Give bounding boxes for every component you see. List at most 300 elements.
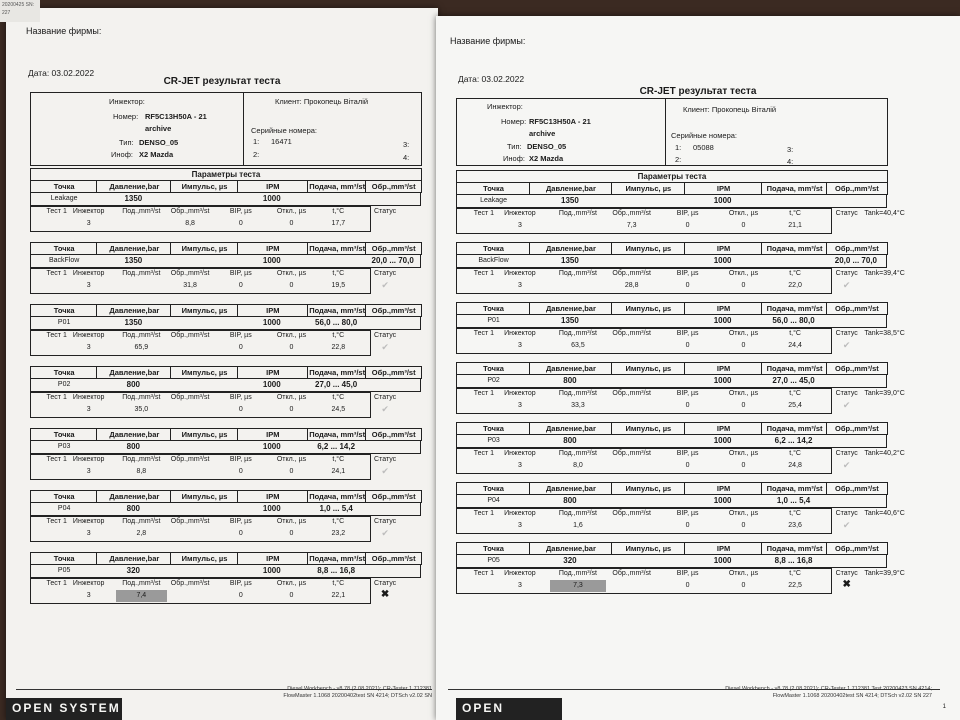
sub-header-pod: Под.,mm³/st (122, 394, 161, 401)
sub-header-injector: Инжектор (504, 450, 536, 457)
value-injector: 3 (517, 282, 522, 289)
value-backflow (826, 314, 887, 328)
value-otkl: 0 (289, 344, 294, 351)
value-backflow (365, 502, 421, 516)
test-1-label: Тест 1 (473, 210, 495, 217)
value-bip: 0 (238, 530, 243, 537)
value-delivery (761, 194, 826, 208)
number-value: RF5C13H50A - 21 (145, 112, 207, 121)
type-value: DENSO_05 (527, 142, 567, 151)
header-point: Точка (30, 304, 97, 317)
test-block-leakage (30, 180, 420, 232)
archive-label: archive (529, 129, 556, 138)
test-1-label: Тест 1 (46, 208, 67, 215)
value-obr (606, 340, 658, 352)
scrap-text-2: 227 (2, 10, 11, 16)
value-point: P05 (456, 554, 530, 568)
sub-header-injector: Инжектор (504, 270, 536, 277)
value-otkl: 0 (741, 402, 746, 409)
value-obr (167, 342, 214, 354)
tank-temperature: Tank=39,4°C (864, 270, 905, 277)
serial-4-label: 4: (403, 153, 410, 162)
value-pulse (611, 434, 684, 448)
value-otkl: 0 (741, 282, 746, 289)
value-pressure: 1350 (96, 192, 170, 206)
value-pulse (170, 564, 236, 578)
value-point: P03 (30, 440, 97, 454)
value-obr (606, 400, 658, 412)
sub-header-injector: Инжектор (72, 208, 105, 215)
serial-1-label: 1: (675, 143, 682, 152)
value-otkl: 0 (741, 522, 746, 529)
injector-label: Инжектор: (109, 97, 145, 106)
value-otkl: 0 (289, 530, 294, 537)
value-otkl: 0 (741, 582, 746, 589)
test-1-label: Тест 1 (46, 580, 67, 587)
value-pressure: 800 (96, 378, 170, 392)
value-bip: 0 (685, 462, 690, 469)
sub-header-otkl: Откл., µs (276, 518, 307, 525)
header-backflow: Обр.,mm³/st (826, 182, 888, 195)
test-1-label: Тест 1 (473, 450, 495, 457)
value-temp: 24,1 (331, 468, 346, 475)
value-pod (550, 280, 606, 292)
header-point: Точка (456, 482, 530, 495)
header-point: Точка (30, 366, 97, 379)
value-delivery: 6,2 ... 14,2 (307, 440, 366, 454)
value-backflow (365, 316, 421, 330)
value-bip: 0 (685, 222, 690, 229)
serial-3-label: 3: (787, 145, 794, 154)
value-point: P01 (456, 314, 530, 328)
archive-label: archive (145, 124, 172, 133)
value-otkl: 0 (289, 220, 294, 227)
header-pressure: Давление,bar (529, 242, 612, 255)
header-pulse: Импульс, µs (170, 180, 237, 193)
number-label: Номер: (501, 117, 527, 126)
test-block-p05 (456, 542, 905, 594)
check-icon: ✔ (842, 460, 851, 470)
value-pulse (170, 192, 236, 206)
sub-header-otkl: Откл., µs (276, 394, 307, 401)
header-delivery: Подача, mm³/st (761, 422, 827, 435)
test-block-p01 (456, 302, 905, 354)
header-pulse: Импульс, µs (170, 366, 237, 379)
page-number: 1 (942, 704, 946, 710)
sub-header-obr: Обр.,mm³/st (612, 330, 651, 337)
value-pod: 7,4 (116, 590, 167, 602)
sub-header-status: Статус (835, 570, 858, 577)
serial-2-label: 2: (253, 150, 260, 159)
sub-header-pod: Под.,mm³/st (122, 270, 161, 277)
injector-label: Инжектор: (487, 102, 523, 111)
software-footer (283, 686, 432, 700)
value-temp: 24,5 (331, 406, 346, 413)
sub-header-pod: Под.,mm³/st (122, 580, 161, 587)
sub-header-bip: BIP, µs (229, 580, 252, 587)
test-1-label: Тест 1 (473, 330, 495, 337)
sub-header-pod: Под.,mm³/st (558, 510, 598, 517)
footer-line-2: FlowMaster 1.1068 20200402test SN 4214; DTSch v2.02 SN (283, 693, 432, 699)
value-pod (116, 218, 167, 230)
value-bip: 0 (238, 282, 243, 289)
value-otkl: 0 (289, 592, 294, 599)
value-bip: 0 (685, 582, 690, 589)
test-1-label: Тест 1 (46, 394, 67, 401)
header-backflow: Обр.,mm³/st (365, 366, 422, 379)
sub-header-pod: Под.,mm³/st (558, 270, 598, 277)
header-pulse: Импульс, µs (611, 242, 685, 255)
value-injector: 3 (517, 402, 522, 409)
sub-header-obr: Обр.,mm³/st (170, 580, 210, 587)
sub-header-bip: BIP, µs (229, 456, 252, 463)
number-label: Номер: (113, 112, 139, 121)
info-divider (665, 99, 666, 165)
value-temp: 21,1 (788, 222, 802, 229)
tank-temperature: Tank=38,5°C (864, 330, 905, 337)
value-pulse (170, 254, 236, 268)
open-system-logo: OPEN (456, 698, 562, 720)
value-ipm: 1000 (237, 378, 307, 392)
value-bip: 0 (238, 468, 243, 475)
header-point: Точка (30, 552, 97, 565)
header-delivery: Подача, mm³/st (307, 304, 367, 317)
value-obr (167, 590, 214, 602)
header-backflow: Обр.,mm³/st (365, 242, 422, 255)
sub-header-temp: t,°C (789, 510, 801, 517)
paper-scrap (0, 0, 40, 22)
header-delivery: Подача, mm³/st (307, 428, 367, 441)
header-pressure: Давление,bar (96, 490, 171, 503)
value-temp: 22,0 (788, 282, 802, 289)
header-point: Точка (30, 242, 97, 255)
test-block-p04 (456, 482, 905, 534)
sub-header-status: Статус (374, 518, 397, 525)
value-point: P04 (456, 494, 530, 508)
tank-temperature: Tank=40,6°C (864, 510, 905, 517)
value-pressure: 320 (529, 554, 611, 568)
sub-header-pod: Под.,mm³/st (122, 518, 161, 525)
value-point: P03 (456, 434, 530, 448)
sub-header-temp: t,°C (789, 210, 801, 217)
header-pulse: Импульс, µs (170, 490, 237, 503)
sub-header-obr: Обр.,mm³/st (170, 394, 210, 401)
value-backflow: 20,0 ... 70,0 (365, 254, 421, 268)
value-obr (167, 404, 214, 416)
tank-temperature: Tank=40,4°C (864, 210, 905, 217)
header-backflow: Обр.,mm³/st (365, 490, 422, 503)
sub-header-pod: Под.,mm³/st (122, 332, 161, 339)
header-point: Точка (456, 362, 530, 375)
check-icon: ✔ (842, 340, 851, 350)
value-backflow: 20,0 ... 70,0 (826, 254, 887, 268)
header-point: Точка (456, 422, 530, 435)
value-pod: 35,0 (134, 406, 149, 413)
sub-header-pod: Под.,mm³/st (122, 208, 161, 215)
sub-header-status: Статус (374, 270, 397, 277)
test-1-label: Тест 1 (473, 390, 495, 397)
header-pulse: Импульс, µs (611, 422, 685, 435)
check-icon: ✔ (381, 280, 389, 290)
value-bip: 0 (685, 342, 690, 349)
header-ipm: IPM (684, 422, 762, 435)
test-1-label: Тест 1 (46, 270, 67, 277)
value-obr (606, 580, 658, 592)
check-icon: ✔ (381, 342, 389, 352)
sub-header-otkl: Откл., µs (276, 332, 307, 339)
header-pressure: Давление,bar (529, 302, 612, 315)
sub-header-status: Статус (835, 450, 858, 457)
header-pulse: Импульс, µs (170, 242, 237, 255)
header-ipm: IPM (684, 542, 762, 555)
value-backflow (826, 374, 887, 388)
value-bip: 0 (238, 344, 243, 351)
test-block-p02 (30, 366, 420, 418)
value-injector: 3 (86, 592, 91, 599)
value-backflow (826, 434, 887, 448)
sub-header-bip: BIP, µs (676, 390, 699, 397)
value-bip: 0 (685, 522, 690, 529)
header-backflow: Обр.,mm³/st (826, 482, 888, 495)
value-point: BackFlow (30, 254, 97, 268)
value-obr (606, 460, 658, 472)
header-pulse: Импульс, µs (170, 304, 237, 317)
header-pressure: Давление,bar (529, 542, 612, 555)
header-delivery: Подача, mm³/st (761, 542, 827, 555)
serial-numbers-label: Серийные номера: (671, 131, 737, 140)
header-backflow: Обр.,mm³/st (365, 552, 422, 565)
sub-header-injector: Инжектор (504, 390, 536, 397)
report-title: CR-JET результат теста (639, 86, 757, 97)
injector-info-box (456, 98, 888, 166)
value-pod: 33,3 (571, 402, 585, 409)
value-pod: 65,9 (134, 344, 149, 351)
value-delivery (307, 192, 366, 206)
header-ipm: IPM (684, 242, 762, 255)
check-icon: ✔ (842, 520, 851, 530)
value-temp: 24,4 (788, 342, 802, 349)
footer-line-1: Diesel Workbench - v8.78 (2.08.2021); CR-Tester 1.712381 (287, 686, 432, 692)
value-point: P02 (30, 378, 97, 392)
value-ipm: 1000 (237, 254, 307, 268)
header-point: Точка (456, 182, 530, 195)
test-1-label: Тест 1 (473, 570, 495, 577)
header-pulse: Импульс, µs (170, 428, 237, 441)
sub-header-pod: Под.,mm³/st (558, 330, 598, 337)
header-pulse: Импульс, µs (170, 552, 237, 565)
value-bip: 0 (685, 282, 690, 289)
value-temp: 19,5 (331, 282, 346, 289)
value-ipm: 1000 (237, 440, 307, 454)
sub-header-status: Статус (835, 510, 858, 517)
header-delivery: Подача, mm³/st (761, 182, 827, 195)
sub-header-otkl: Откл., µs (276, 270, 307, 277)
value-point: P04 (30, 502, 97, 516)
sub-header-status: Статус (374, 580, 397, 587)
test-block-backflow (30, 242, 420, 294)
header-ipm: IPM (684, 362, 762, 375)
sub-header-status: Статус (835, 330, 858, 337)
value-pulse (611, 314, 684, 328)
sub-header-bip: BIP, µs (676, 450, 699, 457)
serial-2-label: 2: (675, 155, 682, 164)
header-backflow: Обр.,mm³/st (826, 422, 888, 435)
value-pressure: 800 (529, 374, 611, 388)
value-ipm: 1000 (237, 192, 307, 206)
value-pulse (611, 554, 684, 568)
sub-header-otkl: Откл., µs (728, 270, 759, 277)
tank-temperature: Tank=39,9°C (864, 570, 905, 577)
value-ipm: 1000 (684, 194, 761, 208)
value-bip: 0 (238, 406, 243, 413)
check-icon: ✔ (842, 280, 851, 290)
value-point: Leakage (30, 192, 97, 206)
header-pulse: Импульс, µs (611, 542, 685, 555)
sub-header-injector: Инжектор (72, 394, 105, 401)
sub-header-temp: t,°C (332, 208, 345, 215)
serial-1-value: 16471 (271, 137, 292, 146)
test-1-label: Тест 1 (46, 332, 67, 339)
value-pulse (170, 502, 236, 516)
header-pulse: Импульс, µs (611, 302, 685, 315)
header-point: Точка (30, 180, 97, 193)
sub-header-otkl: Откл., µs (728, 450, 759, 457)
header-ipm: IPM (237, 180, 308, 193)
test-1-label: Тест 1 (46, 456, 67, 463)
value-otkl: 0 (289, 468, 294, 475)
value-temp: 22,8 (331, 344, 346, 351)
header-backflow: Обр.,mm³/st (826, 542, 888, 555)
value-injector: 3 (86, 282, 91, 289)
sub-header-obr: Обр.,mm³/st (170, 270, 210, 277)
value-otkl: 0 (289, 406, 294, 413)
header-ipm: IPM (237, 490, 308, 503)
type-value: DENSO_05 (139, 138, 179, 147)
header-backflow: Обр.,mm³/st (826, 362, 888, 375)
scrap-text-1: 20200425 SN: (2, 2, 34, 8)
type-label: Тип: (119, 138, 134, 147)
test-1-label: Тест 1 (46, 518, 67, 525)
sub-header-temp: t,°C (332, 332, 345, 339)
status-empty (821, 219, 873, 231)
value-temp: 22,5 (788, 582, 802, 589)
value-temp: 17,7 (331, 220, 346, 227)
sub-header-obr: Обр.,mm³/st (612, 210, 651, 217)
sub-header-bip: BIP, µs (676, 510, 699, 517)
left-report-sheet (2, 2, 438, 720)
open-system-logo: OPEN SYSTEM (6, 698, 122, 720)
header-delivery: Подача, mm³/st (761, 362, 827, 375)
header-backflow: Обр.,mm³/st (365, 428, 422, 441)
sub-header-bip: BIP, µs (676, 210, 699, 217)
sub-header-injector: Инжектор (504, 570, 536, 577)
header-ipm: IPM (237, 242, 308, 255)
check-icon: ✔ (381, 466, 389, 476)
check-icon: ✔ (842, 400, 851, 410)
sub-header-injector: Инжектор (72, 518, 105, 525)
test-block-p02 (456, 362, 905, 414)
sub-header-temp: t,°C (332, 580, 345, 587)
value-bip: 0 (238, 220, 243, 227)
value-otkl: 0 (289, 282, 294, 289)
sub-header-injector: Инжектор (72, 332, 105, 339)
value-obr: 8,8 (185, 220, 195, 227)
value-obr: 28,8 (624, 282, 639, 289)
sub-header-otkl: Откл., µs (728, 210, 759, 217)
value-pressure: 1350 (96, 316, 170, 330)
info-label: Инoф: (503, 154, 525, 163)
report-title: CR-JET результат теста (163, 76, 281, 87)
sub-header-status: Статус (374, 208, 397, 215)
sub-header-pod: Под.,mm³/st (558, 570, 598, 577)
header-delivery: Подача, mm³/st (761, 482, 827, 495)
sub-header-status: Статус (835, 390, 858, 397)
header-pressure: Давление,bar (529, 362, 612, 375)
value-obr: 31,8 (183, 282, 197, 289)
info-value: X2 Mazda (139, 150, 174, 159)
sub-header-bip: BIP, µs (229, 394, 252, 401)
sub-header-otkl: Откл., µs (276, 456, 307, 463)
header-pressure: Давление,bar (96, 180, 171, 193)
header-pressure: Давление,bar (529, 422, 612, 435)
software-footer (725, 686, 932, 700)
value-ipm: 1000 (684, 434, 761, 448)
sub-header-bip: BIP, µs (229, 332, 252, 339)
sub-header-temp: t,°C (332, 456, 345, 463)
header-delivery: Подача, mm³/st (307, 490, 367, 503)
value-delivery: 56,0 ... 80,0 (761, 314, 826, 328)
value-backflow (826, 494, 887, 508)
check-icon: ✔ (381, 528, 389, 538)
info-divider (243, 93, 244, 165)
test-block-p01 (30, 304, 420, 356)
value-pod (550, 220, 606, 232)
sub-header-otkl: Откл., µs (276, 580, 307, 587)
header-pressure: Давление,bar (96, 242, 171, 255)
report-date: Дата: 03.02.2022 (458, 74, 525, 84)
value-delivery (761, 254, 826, 268)
company-label: Название фирмы: (26, 26, 102, 36)
value-delivery: 6,2 ... 14,2 (761, 434, 826, 448)
sub-header-obr: Обр.,mm³/st (612, 390, 651, 397)
sub-header-pod: Под.,mm³/st (558, 210, 598, 217)
sub-header-injector: Инжектор (72, 456, 105, 463)
sub-header-status: Статус (835, 210, 858, 217)
value-injector: 3 (517, 462, 522, 469)
header-ipm: IPM (237, 428, 308, 441)
header-backflow: Обр.,mm³/st (365, 180, 422, 193)
header-pressure: Давление,bar (96, 428, 171, 441)
serial-4-label: 4: (787, 157, 794, 166)
value-temp: 23,6 (788, 522, 802, 529)
header-backflow: Обр.,mm³/st (826, 302, 888, 315)
test-1-label: Тест 1 (473, 270, 495, 277)
header-backflow: Обр.,mm³/st (826, 242, 888, 255)
sub-header-temp: t,°C (789, 570, 801, 577)
value-pressure: 800 (96, 440, 170, 454)
info-value: X2 Mazda (529, 154, 564, 163)
header-pressure: Давление,bar (529, 482, 612, 495)
sub-header-bip: BIP, µs (229, 518, 252, 525)
header-ipm: IPM (684, 182, 762, 195)
footer-line-1: Diesel Workbench - v8.78 (2.08.2021); CR-Tester 1.712381 Test 20200423 SN 4214; (725, 686, 932, 692)
header-pulse: Импульс, µs (611, 482, 685, 495)
sub-header-obr: Обр.,mm³/st (170, 518, 210, 525)
sub-header-temp: t,°C (789, 330, 801, 337)
header-delivery: Подача, mm³/st (307, 552, 367, 565)
sub-header-injector: Инжектор (72, 580, 105, 587)
value-delivery: 56,0 ... 80,0 (307, 316, 366, 330)
